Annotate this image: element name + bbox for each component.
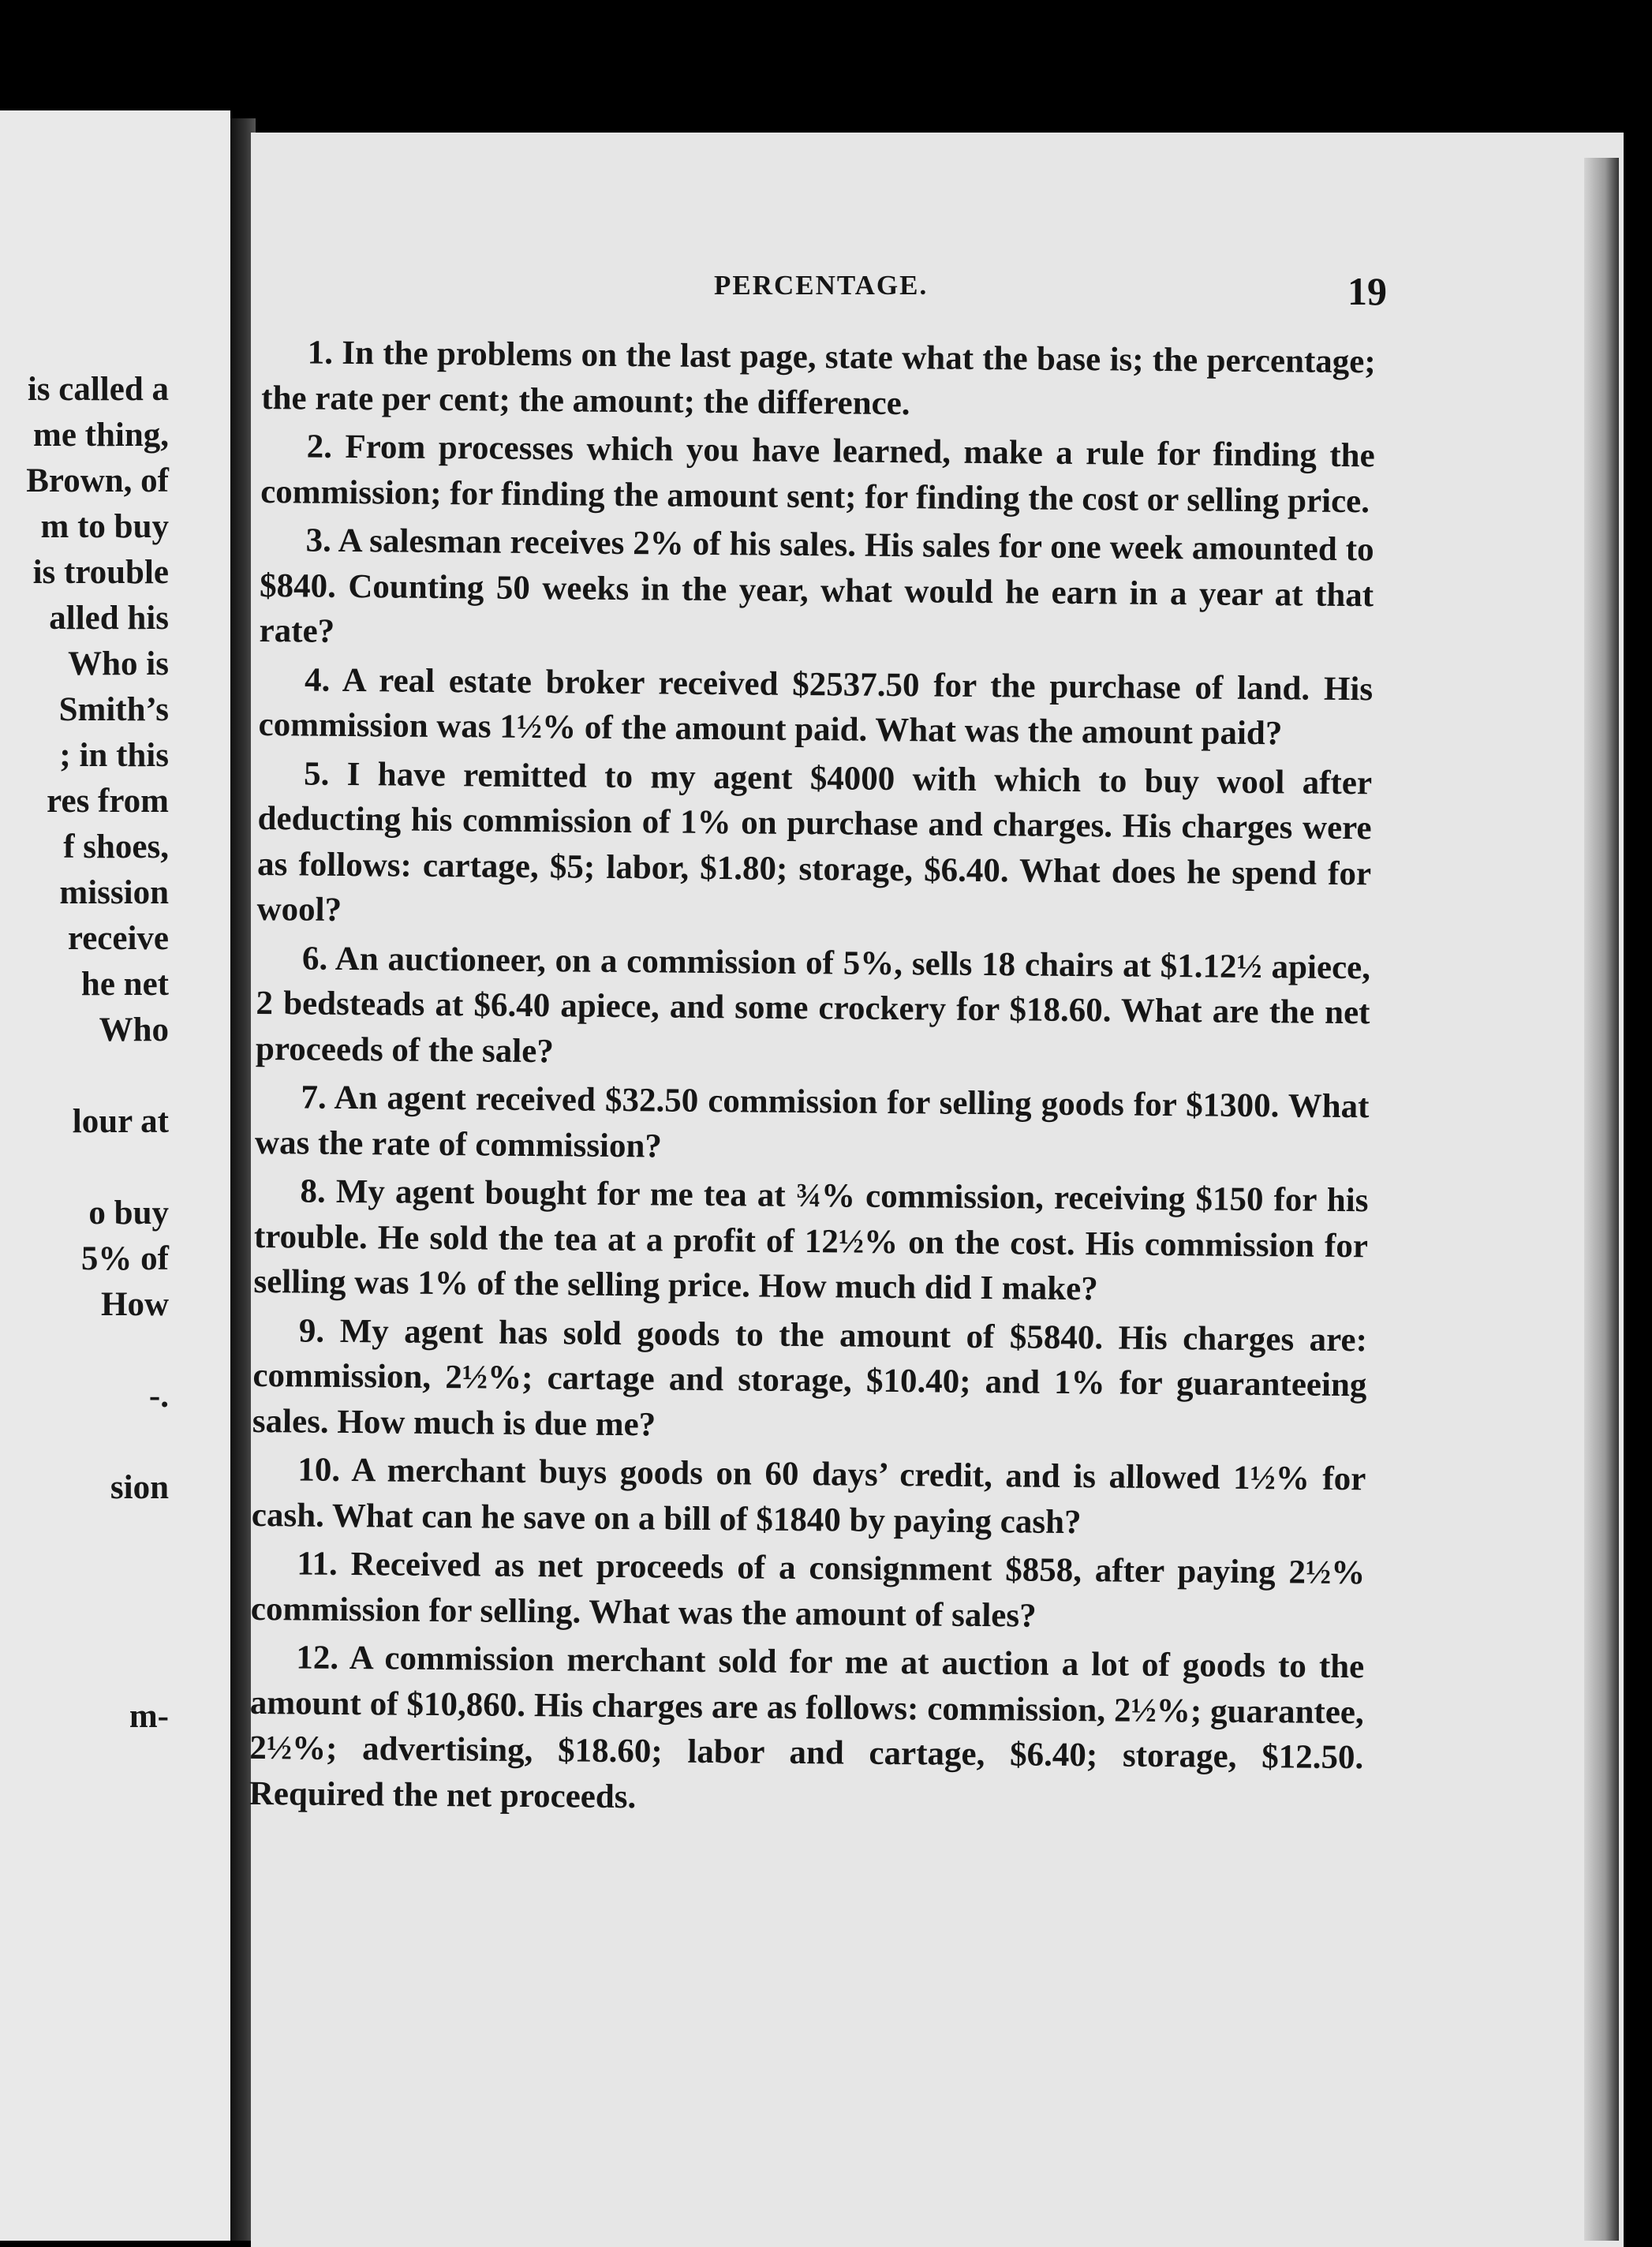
problem-number: 2. [306,428,333,465]
problem-9 [252,1307,1367,1453]
problem-text: In the problems on the last page, state what the base is; the percentage; the rate per cent; the amount; the difference. [261,334,1376,422]
problem-4 [258,656,1373,757]
left-page-line: 5% of [80,1240,169,1277]
problem-12 [249,1635,1365,1826]
left-page-line [0,1511,169,1557]
problem-8 [253,1168,1368,1314]
left-page-line: ; in this [59,737,169,774]
problem-number: 7. [301,1079,327,1116]
problem-text: From processes which you have learned, make a rule for finding the commission; for finding the amount sent; for finding the cost or selling price. [260,428,1375,520]
problem-number: 12. [296,1639,339,1677]
problem-text: An auctioneer, on a commission of 5%, sells 18 chairs at $1.12½ apiece, 2 bedsteads at $6.40 apiece, and some crockery for $18.60. What are the net proceeds of the sale? [255,940,1371,1070]
left-page-line: m to buy [40,508,169,545]
problem-7 [255,1075,1370,1175]
problem-text: A commission merchant sold for me at auction a lot of goods to the amount of $10,860. His charges are as follows: commission, 2½%; guarantee, 2½%; advertising, $18.60; labor and cartage, $6.40; storage, $12.50. Required the net proceeds. [249,1639,1365,1815]
left-page-line: m- [129,1698,169,1735]
problem-number: 3. [305,522,332,559]
left-page-line: o buy [88,1195,169,1232]
problem-text: I have remitted to my agent $4000 with which to buy wool after deducting his commission of 1% on purchase and charges. His charges were as follows: cartage, $5; labor, $1.80; storage, $6.40. What does he spend for wool? [256,755,1373,929]
problem-5 [256,750,1372,941]
left-page-line: res from [47,783,169,820]
left-page-line: Who [99,1011,169,1049]
left-page-line: Brown, of [26,462,169,499]
left-page-line: receive [67,920,169,957]
problem-number: 1. [307,334,334,372]
problem-text: Received as net proceeds of a consignment $858, after paying 2½% commission for selling. What was the amount of sales? [250,1546,1366,1635]
left-page-line [0,1557,169,1602]
left-page-text [0,367,169,1740]
left-page-line [0,1328,169,1374]
left-page-line: alled his [49,600,169,637]
left-page-line: f shoes, [63,828,169,866]
problem-text: A real estate broker received $2537.50 for the purchase of land. His commission was 1½% of the amount paid. What was the amount paid? [258,661,1374,753]
left-page-line [0,1602,169,1648]
problem-6 [256,935,1370,1081]
problem-number: 5. [303,754,330,793]
left-page-line: is trouble [32,554,169,591]
left-page-line: Smith’s [58,691,169,728]
left-page-line: is called a [27,371,169,408]
left-page-line: lour at [72,1103,169,1140]
problem-number: 9. [298,1311,325,1350]
problem-text: A salesman receives 2% of his sales. His sales for one week amounted to $840. Counting 50 weeks in the year, what would he earn in a year at that rate? [259,522,1374,650]
problem-number: 8. [300,1172,326,1210]
page-edge [1584,158,1619,2241]
problem-number: 4. [304,660,331,699]
left-page-line: How [101,1286,169,1323]
problem-number: 10. [297,1451,341,1489]
problem-text: A merchant buys goods on 60 days’ credit, and is allowed 1½% for cash. What can he save on a bill of $1840 by paying cash? [251,1452,1366,1541]
left-page-line: mission [59,874,169,911]
left-page-line: me thing, [33,417,169,454]
problem-3 [259,518,1374,664]
left-page-fragment [0,110,230,2241]
problem-11 [251,1541,1366,1641]
left-page-line: he net [80,966,169,1003]
problem-list [249,330,1376,1829]
left-page-line: sion [110,1469,169,1506]
left-page-line: -. [148,1378,169,1415]
problem-text: My agent bought for me tea at ¾% commission, receiving $150 for his trouble. He sold the tea at a profit of 12½% on the cost. His commission for selling was 1% of the selling price. How much did I make? [253,1172,1369,1308]
running-header: PERCENTAGE. [714,270,929,301]
left-page-line [0,1419,169,1465]
left-page-line [0,1145,169,1191]
problem-number: 6. [301,939,328,978]
left-page-line [0,1053,169,1099]
problem-number: 11. [297,1545,338,1583]
problem-10 [252,1447,1366,1547]
problem-1 [261,330,1376,430]
left-page-line: Who is [68,645,169,682]
problem-text: My agent has sold goods to the amount of $5840. His charges are: commission, 2½%; cartage and storage, $10.40; and 1% for guaranteeing sales. How much is due me? [252,1312,1368,1443]
problem-text: An agent received $32.50 commission for selling goods for $1300. What was the rate of commission? [254,1079,1370,1165]
page-number: 19 [1347,269,1387,313]
problem-2 [260,424,1375,524]
left-page-line [0,1648,169,1694]
